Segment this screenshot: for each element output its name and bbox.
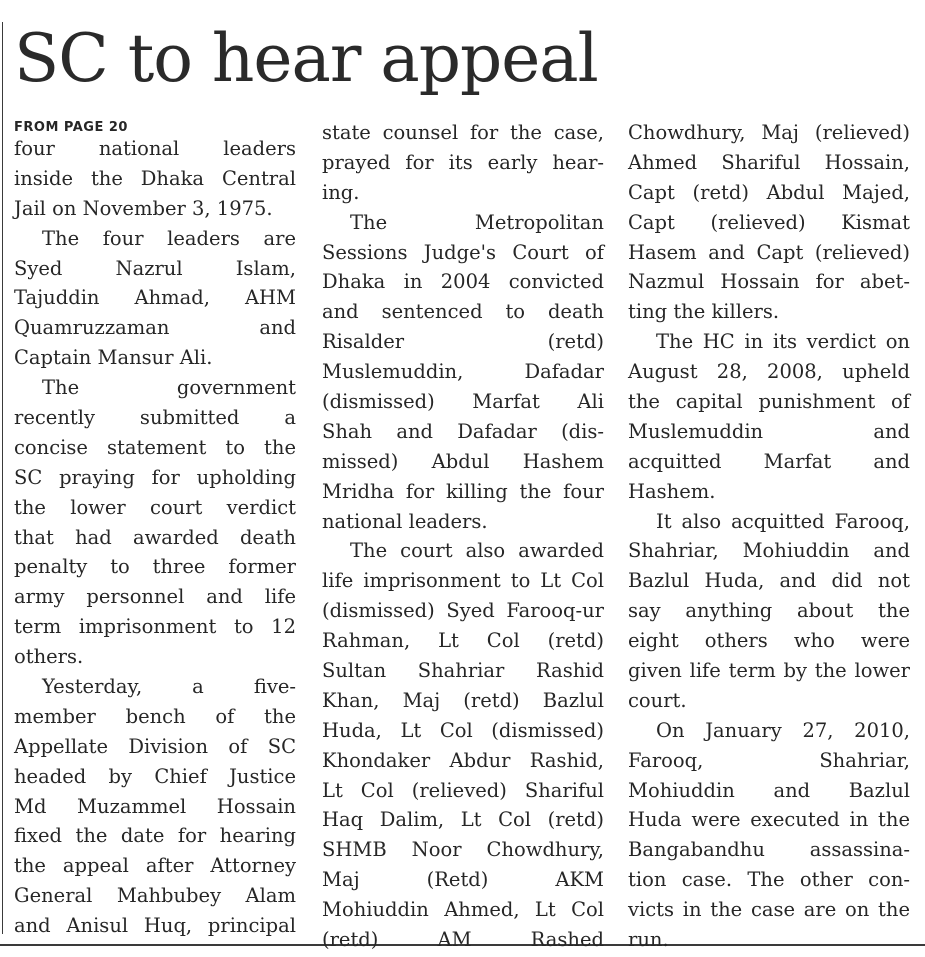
text-line: penalty to three former xyxy=(14,555,296,579)
text-line: inside the Dhaka Central xyxy=(14,166,296,190)
text-line: Farooq, Shahriar, xyxy=(628,748,910,772)
jump-label: FROM PAGE 20 xyxy=(14,120,128,135)
text-line: Mridha for killing the four xyxy=(322,479,604,503)
text-line: Bangabandhu assassina- xyxy=(628,838,910,862)
text-line: Yesterday, a five- xyxy=(42,675,296,699)
text-line: Sessions Judge's Court of xyxy=(322,240,604,264)
text-line: and Anisul Huq, principal xyxy=(14,914,296,938)
text-line: prayed for its early hear- xyxy=(322,150,604,174)
text-line: It also acquitted Farooq, xyxy=(656,509,910,533)
text-line: recently submitted a xyxy=(14,406,296,430)
text-line: Shah and Dafadar (dis- xyxy=(322,419,604,443)
text-line: eight others who were xyxy=(628,629,910,653)
text-line: others. xyxy=(14,645,84,669)
text-line: Muslemuddin and xyxy=(628,419,910,443)
article-column-1 xyxy=(14,120,296,941)
text-line: acquitted Marfat and xyxy=(628,449,910,473)
left-rule xyxy=(2,22,3,934)
text-line: Chowdhury, Maj (relieved) xyxy=(628,121,910,144)
text-line: Khan, Maj (retd) Bazlul xyxy=(322,688,604,712)
text-line: The government xyxy=(42,376,296,400)
text-line: Risalder (retd) xyxy=(322,330,604,354)
text-line: the appeal after Attorney xyxy=(14,854,296,878)
text-line: The HC in its verdict on xyxy=(656,330,910,354)
text-line: Capt (relieved) Kismat xyxy=(628,210,910,234)
text-line: Ahmed Shariful Hossain, xyxy=(628,150,910,174)
text-line: state counsel for the case, xyxy=(322,121,604,144)
text-line: Haq Dalim, Lt Col (retd) xyxy=(322,808,604,832)
text-line: Mohiuddin Ahmed, Lt Col xyxy=(322,898,604,922)
text-line: run. xyxy=(628,928,669,952)
text-line: Mohiuddin and Bazlul xyxy=(628,778,910,802)
text-line: The four leaders are xyxy=(42,226,296,250)
text-line: Hasem and Capt (relieved) xyxy=(628,240,910,264)
text-line: say anything about the xyxy=(628,599,910,623)
text-line: victs in the case are on the xyxy=(628,898,910,922)
text-line: Captain Mansur Ali. xyxy=(14,346,213,370)
text-line: (dismissed) Marfat Ali xyxy=(322,390,604,414)
text-line: army personnel and life xyxy=(14,585,296,609)
text-line: four national leaders xyxy=(14,137,296,160)
text-line: member bench of the xyxy=(14,704,296,728)
text-line: Capt (retd) Abdul Majed, xyxy=(628,180,910,204)
article-column-3 xyxy=(628,118,910,955)
text-line: August 28, 2008, upheld xyxy=(628,360,910,384)
headline: SC to hear appeal xyxy=(14,20,598,97)
text-line: Tajuddin Ahmad, AHM xyxy=(14,286,296,310)
text-line: On January 27, 2010, xyxy=(656,718,910,742)
text-line: SC praying for upholding xyxy=(14,465,296,489)
text-line: the lower court verdict xyxy=(14,495,296,519)
text-line: Md Muzammel Hossain xyxy=(14,794,296,818)
text-line: Shahriar, Mohiuddin and xyxy=(628,539,910,563)
text-line: headed by Chief Justice xyxy=(14,764,296,788)
text-line: Rahman, Lt Col (retd) xyxy=(322,629,604,653)
text-line: Quamruzzaman and xyxy=(14,316,296,340)
text-line: Lt Col (relieved) Shariful xyxy=(322,778,604,802)
text-line: Jail on November 3, 1975. xyxy=(14,196,273,220)
text-line: and sentenced to death xyxy=(322,300,604,324)
article-column-2 xyxy=(322,118,604,955)
text-line: Huda, Lt Col (dismissed) xyxy=(322,718,604,742)
text-line: given life term by the lower xyxy=(628,659,910,683)
text-line: Bazlul Huda, and did not xyxy=(628,569,910,593)
text-line: life imprisonment to Lt Col xyxy=(322,569,604,593)
text-line: tion case. The other con- xyxy=(628,868,910,892)
text-line: Maj (Retd) AKM xyxy=(322,868,604,892)
text-line: national leaders. xyxy=(322,509,488,533)
text-line: Khondaker Abdur Rashid, xyxy=(322,748,604,772)
text-line: Syed Nazrul Islam, xyxy=(14,256,296,280)
text-line: missed) Abdul Hashem xyxy=(322,449,604,473)
text-line: (dismissed) Syed Farooq-ur xyxy=(322,599,604,623)
text-line: Nazmul Hossain for abet- xyxy=(628,270,910,294)
text-line: Appellate Division of SC xyxy=(14,734,296,758)
text-line: court. xyxy=(628,688,687,712)
text-line: Huda were executed in the xyxy=(628,808,910,832)
text-line: the capital punishment of xyxy=(628,390,910,414)
text-line: concise statement to the xyxy=(14,435,296,459)
text-line: General Mahbubey Alam xyxy=(14,884,296,908)
text-line: The Metropolitan xyxy=(350,210,604,234)
text-line: The court also awarded xyxy=(350,539,604,563)
text-line: fixed the date for hearing xyxy=(14,824,296,848)
text-line: term imprisonment to 12 xyxy=(14,615,296,639)
text-line: that had awarded death xyxy=(14,525,296,549)
text-line: ing. xyxy=(322,180,360,204)
text-line: Dhaka in 2004 convicted xyxy=(322,270,604,294)
text-line: Hashem. xyxy=(628,479,716,503)
text-line: (retd) AM Rashed xyxy=(322,928,604,952)
text-line: ting the killers. xyxy=(628,300,780,324)
text-line: Sultan Shahriar Rashid xyxy=(322,659,604,683)
text-line: Muslemuddin, Dafadar xyxy=(322,360,604,384)
text-line: SHMB Noor Chowdhury, xyxy=(322,838,604,862)
